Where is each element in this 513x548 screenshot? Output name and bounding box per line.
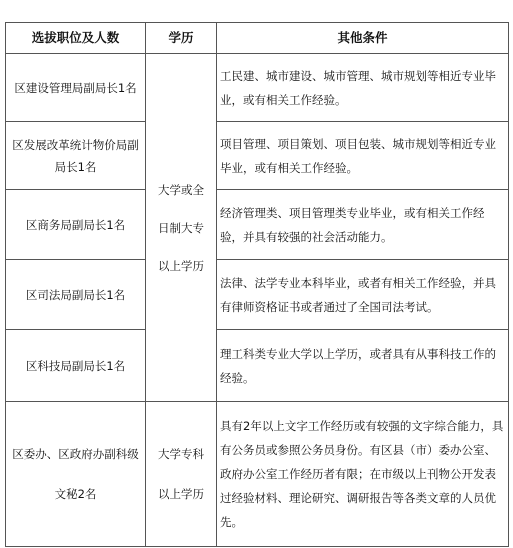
table-row [6,122,509,190]
position-cell: 区发展改革统计物价局副局长1名 [6,122,146,190]
table-row [6,54,509,122]
position-line: 区委办、区政府办副科级 [12,447,139,461]
condition-cell: 理工科类专业大学以上学历，或者具有从事科技工作的经验。 [217,330,509,402]
education-line: 以上学历 [158,487,204,501]
table-header-row [6,23,509,54]
education-cell [146,54,217,402]
position-cell: 区司法局副局长1名 [6,260,146,330]
condition-cell: 项目管理、项目策划、项目包装、城市规划等相近专业毕业，或有相关工作经验。 [217,122,509,190]
table-row [6,190,509,260]
table-row [6,260,509,330]
position-cell: 区商务局副局长1名 [6,190,146,260]
header-conditions: 其他条件 [217,23,509,54]
education-line: 大学或全 [158,182,204,197]
position-line: 文秘2名 [54,487,97,501]
position-cell [6,402,146,547]
header-position: 选拔职位及人数 [6,23,146,54]
condition-cell: 法律、法学专业本科毕业，或者有相关工作经验，并具有律师资格证书或者通过了全国司法考试。 [217,260,509,330]
education-line: 以上学历 [158,258,204,273]
condition-cell: 经济管理类、项目管理类专业毕业，或有相关工作经验，并具有较强的社会活动能力。 [217,190,509,260]
requirements-table [5,22,509,547]
education-line: 日制大专 [158,220,204,235]
position-cell: 区建设管理局副局长1名 [6,54,146,122]
position-cell: 区科技局副局长1名 [6,330,146,402]
table-row [6,330,509,402]
education-line: 大学专科 [158,447,204,461]
header-education: 学历 [146,23,217,54]
condition-cell: 具有2年以上文字工作经历或有较强的文字综合能力，具有公务员或参照公务员身份。有区县（市）委办公室、政府办公室工作经历者有限；在市级以上刊物公开发表过经验材料、理论研究、调研报告等各类文章的人员优先。 [217,402,509,547]
condition-cell: 工民建、城市建设、城市管理、城市规划等相近专业毕业，或有相关工作经验。 [217,54,509,122]
education-cell [146,402,217,547]
table-row [6,402,509,547]
